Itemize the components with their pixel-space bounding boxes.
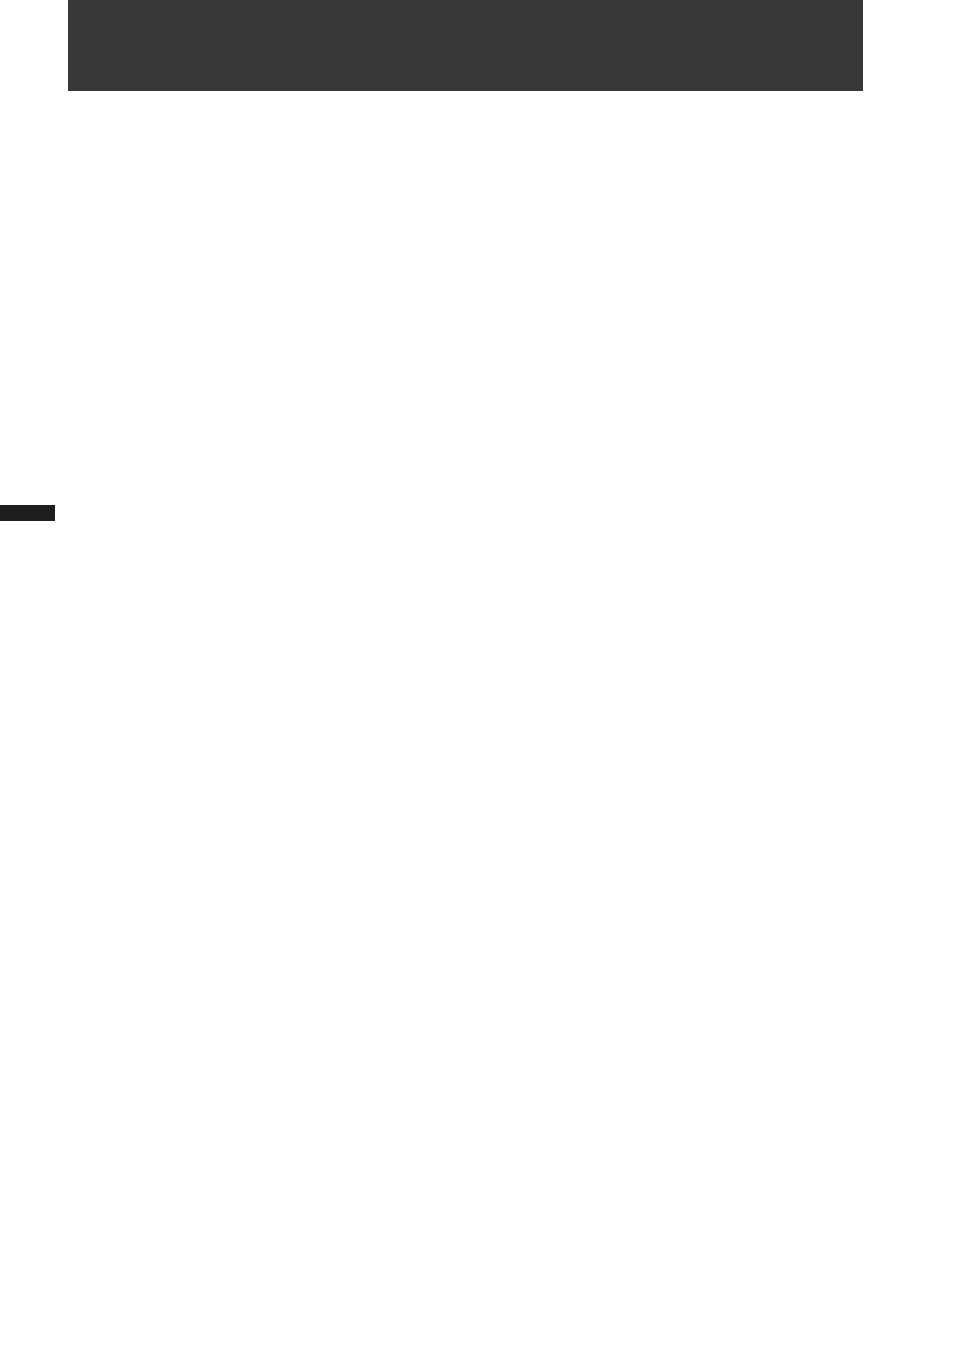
- chapter-header: [68, 0, 863, 91]
- chapter-side-tab: [0, 505, 55, 521]
